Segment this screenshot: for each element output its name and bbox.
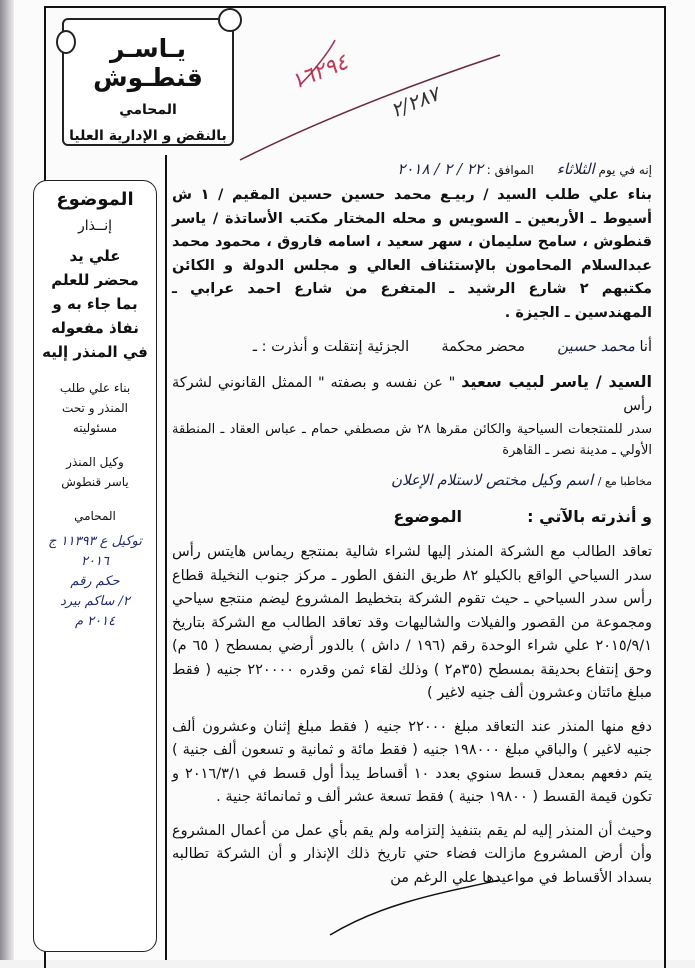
handwritten-note: حكم رقم — [70, 574, 120, 589]
agent-name: ياسر قنطوش — [61, 475, 129, 489]
subject-row — [172, 505, 652, 535]
request-line: مسئوليته — [72, 421, 118, 435]
purpose-line: نفاذ مفعوله — [51, 319, 139, 337]
handwritten-note: ٢٠١٤ م — [74, 614, 116, 629]
purpose-line: علي يد — [69, 247, 121, 265]
purpose-line: بما جاء به و — [52, 295, 138, 313]
sidebar-agent — [34, 452, 156, 492]
addressee-capacity: " عن نفسه و بصفته " الممثل القانوني لشركة رأس — [172, 374, 652, 414]
sidebar-heading: الموضوع — [56, 189, 134, 210]
day-handwritten: الثلاثاء — [556, 160, 595, 178]
warning-label: و أنذرته بالآتي : — [527, 507, 652, 526]
court-label: محضر محكمة — [441, 339, 525, 355]
paragraph-contract: تعاقد الطالب مع الشركة المنذر إليها لشراء شالية بمنتجع ريماس هايتس رأس سدر السياحي الواقع بالكيلو ٨٢ طريق النفق الطور ـ مركز جنوب النخيلة قطاع رأس سدر السياحي ـ حيث تقوم الشركة بتخطيط المشروع ليضم منتجع سياحي ومجموعة من القصور والفيلات والشاليهات وقد تعاقد الطالب مع الشركة بتاريخ ٢٠١٥/٩/١ علي شراء الوحدة رقم (١٩٦ / داش ) بالدور أرضي بمسطح ( ٦٥ م) وحق إنتفاع بحديقة بمسطح (٣٥م٢ ) وذلك لقاء ثمن وقدره ٢٢٠٠٠٠ جنيه ( فقط مبلغ مائتان وعشرون ألف جنيه لاغير ) — [172, 544, 652, 701]
paragraph-breach: وحيث أن المنذر إليه لم يقم بتنفيذ إلتزامه ولم يقم بأي عمل من أعمال المشروع وأن أرض المشروع مازالت فضاء حتي تاريخ ذلك الإنذار و أن الشركة تطالبه بسداد الأقساط في مواعيدها علي الرغم من — [172, 822, 652, 886]
addressee-name: السيد / ياسر لبيب سعيد — [461, 371, 653, 391]
lawyer-name: يـاسـر قنطـوش — [93, 34, 203, 92]
bailiff-line — [172, 335, 652, 360]
agreement-label: الموافق : — [486, 163, 534, 177]
lawyer-title: المحامي — [119, 102, 177, 118]
sidebar-type: إنــذار — [78, 218, 112, 234]
bailiff-name-handwritten: محمد حسين — [557, 337, 635, 355]
served-with-line — [172, 469, 652, 494]
request-line: المنذر و تحت — [62, 401, 128, 415]
served-with-label: مخاطبا مع / — [597, 474, 652, 488]
handwritten-registration-code: ٢/٢٨٧ — [387, 81, 443, 123]
subject-heading: الموضوع — [393, 507, 462, 526]
date-handwritten: ٢٢ / ٢ / ٢٠١٨ — [397, 160, 483, 178]
subject-sidebar — [33, 180, 157, 952]
date-line — [172, 158, 652, 184]
paragraph-payment: دفع منها المنذر عند التعاقد مبلغ ٢٢٠٠٠ جنيه ( فقط مبلغ إثنان وعشرون ألف جنيه لاغير ) والباقي مبلغ ١٩٨٠٠٠ جنيه ( فقط مائة و ثمانية و تسعون ألف جنية ) يتم دفعهم بمعدل قسط سنوي بعدد ١٠ أقساط يبدأ أول قسط في ٢٠١٦/٣/١ و تكون قيمة القسط ( ١٩٨٠٠ جنية ) فقط تسعة عشر ألف و ثمانمائة جنية . — [172, 718, 652, 805]
agent-title: المحامي — [74, 509, 116, 523]
letterhead — [62, 18, 234, 146]
sidebar-handwritten-notes — [34, 532, 156, 632]
requester-paragraph: بناء علي طلب السيد / ربيـع محمد حسين حسين المقيم / ١ ش أسيوط ـ الأربعين ـ السويس و محله المختار مكتب الأساتذة / ياسر قنطوش ، سامح سليمان ، سهر سعيد ، اسامه فاروق ، محمود محمد عبدالسلام المحامون بالإستئناف العالي و مجلس الدولة و الكائن مكتبهم ٢ شارع الرشيد ـ المتفرع من شارع احمد عرابي ـ المهندسين ـ الجيزة . — [172, 187, 652, 321]
notice-body — [172, 158, 652, 890]
purpose-line: محضر للعلم — [51, 271, 139, 289]
handwritten-note: ٢/ ساكم بيرد — [60, 594, 130, 609]
bailiff-suffix: الجزئية إنتقلت و أنذرت : ـ — [252, 339, 410, 355]
bailiff-prefix: أنا — [639, 339, 652, 355]
request-line: بناء علي طلب — [59, 381, 131, 395]
sidebar-purpose — [34, 244, 156, 364]
agent-label: وكيل المنذر — [66, 455, 124, 469]
scroll-curl-icon — [218, 8, 242, 32]
addressee-line — [172, 370, 652, 419]
addressee-address: سدر للمنتجعات السياحية والكائن مقرها ٢٨ ش مصطفي حمام ـ عباس العقاد ـ المنطقة الأولي ـ مدينة نصر ـ القاهرة — [172, 421, 652, 458]
handwritten-note: توكيل ع ١١٣٩٣ ج ٢٠١٦ — [48, 534, 142, 569]
scroll-curl-icon — [56, 30, 76, 54]
purpose-line: في المنذر إليه — [42, 343, 148, 361]
lawyer-specialty: بالنقض و الإدارية العليا — [69, 128, 227, 144]
handwritten-registration-number: ١٦٢٩٤ — [287, 49, 352, 96]
date-prefix: إنه في يوم — [598, 163, 652, 177]
served-with-handwritten: اسم وكيل مختص لاستلام الإعلان — [390, 470, 594, 489]
sidebar-request — [34, 378, 156, 438]
paper-edge-shadow — [0, 0, 14, 960]
